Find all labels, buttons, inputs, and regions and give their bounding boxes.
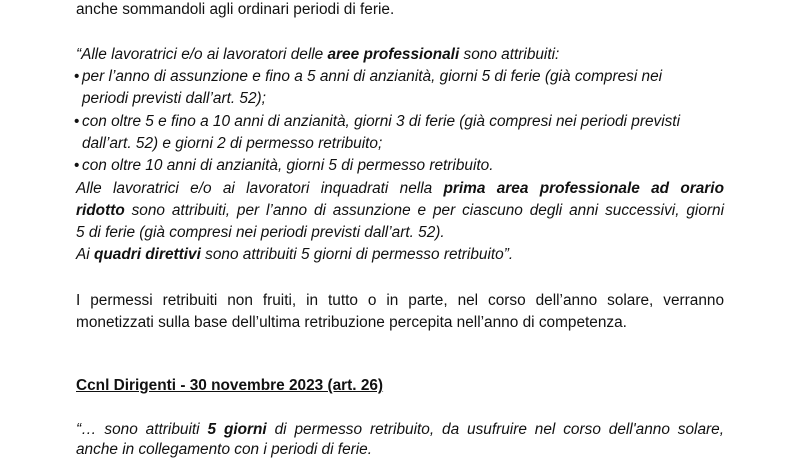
quote1-intro-bold: aree professionali (327, 46, 460, 63)
paragraph-line2: monetizzati sulla base dell’ultima retribuzione percepita nell’anno di competenza. (76, 314, 627, 331)
quote2-line1 (76, 420, 724, 440)
quote1-intro-pre: “Alle lavoratrici e/o ai lavoratori delle (76, 46, 328, 63)
quote2-line2: anche in collegamento con i periodi di ferie. (76, 441, 373, 458)
quote1-p2-line2-bold: ridotto (76, 202, 125, 219)
bullet-3-line1: con oltre 10 anni di anzianità, giorni 5 di permesso retribuito. (82, 157, 494, 174)
bullet-1-line2: periodi previsti dall’art. 52); (82, 90, 266, 107)
quote1-intro-post: sono attribuiti: (459, 46, 560, 63)
bullet-dot-3: • (74, 157, 80, 174)
bullet-2-line1: con oltre 5 e fino a 10 anni di anzianità, giorni 3 di ferie (già compresi nei periodi previsti (82, 113, 681, 130)
quote1-p2-line1 (76, 179, 724, 199)
quote2-line1-post: di permesso retribuito, da usufruire nel corso dell'anno solare, (266, 421, 724, 438)
bullet-dot-1: • (74, 68, 80, 85)
quote2-line1-bold: 5 giorni (207, 421, 267, 438)
bullet-1-line1: per l’anno di assunzione e fino a 5 anni di anzianità, giorni 5 di ferie (già compresi nei (82, 68, 663, 85)
quote2-line1-pre: “… sono attribuiti (76, 421, 208, 438)
quote1-p2-line2-post: sono attribuiti, per l’anno di assunzione e per ciascuno degli anni successivi, giorni (124, 202, 724, 219)
quote1-p3 (76, 245, 513, 265)
quote1-p2-line1-bold: prima area professionale ad orario (443, 180, 724, 197)
bullet-2-line2: dall’art. 52) e giorni 2 di permesso retribuito; (82, 135, 383, 152)
quote1-p3-bold: quadri direttivi (93, 246, 201, 263)
section-heading: Ccnl Dirigenti - 30 novembre 2023 (art. 26) (76, 377, 384, 394)
quote1-p2-line1-pre: Alle lavoratrici e/o ai lavoratori inquadrati nella (76, 180, 444, 197)
quote1-intro (76, 45, 559, 65)
quote1-p2-line3: 5 di ferie (già compresi nei periodi previsti dall’art. 52). (76, 224, 445, 241)
quote1-p2-line2 (76, 201, 724, 221)
quote1-p3-post: sono attribuiti 5 giorni di permesso retribuito”. (200, 246, 514, 263)
paragraph-line1: I permessi retribuiti non fruiti, in tutto o in parte, nel corso dell’anno solare, verranno (76, 292, 724, 309)
quote1-p3-pre: Ai (76, 246, 94, 263)
top-line: anche sommandoli agli ordinari periodi di ferie. (76, 1, 395, 18)
bullet-dot-2: • (74, 113, 80, 130)
